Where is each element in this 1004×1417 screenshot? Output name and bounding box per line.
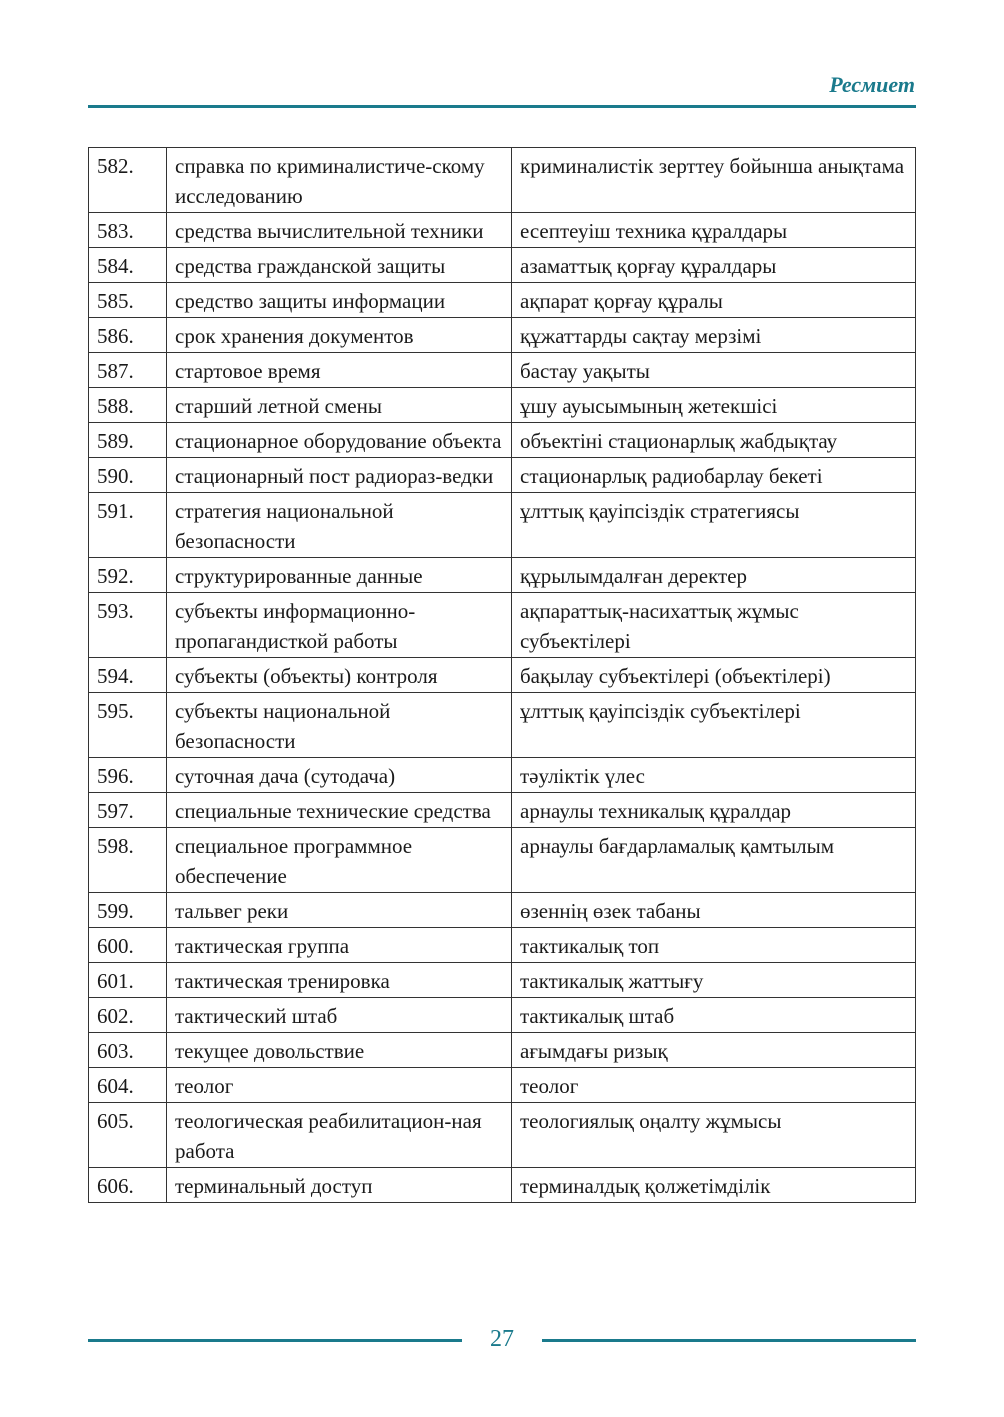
kazakh-term-cell: ұлттық қауіпсіздік субъектілері [512, 693, 916, 758]
kazakh-term-cell: стационарлық радиобарлау бекеті [512, 458, 916, 493]
row-number-cell: 593. [89, 593, 167, 658]
kazakh-term-cell: азаматтық қорғау құралдары [512, 248, 916, 283]
table-row [89, 283, 916, 318]
russian-term-cell: стационарный пост радиораз-ведки [167, 458, 512, 493]
footer-rule-left [88, 1339, 462, 1342]
glossary-table-body [89, 148, 916, 1203]
russian-term-cell: субъекты (объекты) контроля [167, 658, 512, 693]
russian-term-cell: средства гражданской защиты [167, 248, 512, 283]
table-row [89, 693, 916, 758]
kazakh-term-cell: тәуліктік үлес [512, 758, 916, 793]
kazakh-term-cell: ақпарат қорғау құралы [512, 283, 916, 318]
kazakh-term-cell: ұлттық қауіпсіздік стратегиясы [512, 493, 916, 558]
russian-term-cell: тактическая группа [167, 928, 512, 963]
table-row [89, 758, 916, 793]
table-row [89, 353, 916, 388]
russian-term-cell: тактический штаб [167, 998, 512, 1033]
row-number-cell: 600. [89, 928, 167, 963]
header-rule [88, 105, 916, 108]
kazakh-term-cell: терминалдық қолжетімділік [512, 1168, 916, 1203]
kazakh-term-cell: бастау уақыты [512, 353, 916, 388]
row-number-cell: 606. [89, 1168, 167, 1203]
russian-term-cell: средство защиты информации [167, 283, 512, 318]
table-row [89, 148, 916, 213]
row-number-cell: 602. [89, 998, 167, 1033]
row-number-cell: 595. [89, 693, 167, 758]
footer-rule-right [542, 1339, 916, 1342]
row-number-cell: 584. [89, 248, 167, 283]
table-row [89, 558, 916, 593]
table-row [89, 248, 916, 283]
table-row [89, 963, 916, 998]
row-number-cell: 582. [89, 148, 167, 213]
russian-term-cell: справка по криминалистиче-скому исследованию [167, 148, 512, 213]
table-row [89, 998, 916, 1033]
running-header: Ресмиет [829, 72, 915, 97]
table-row [89, 318, 916, 353]
table-row [89, 493, 916, 558]
row-number-cell: 605. [89, 1103, 167, 1168]
row-number-cell: 588. [89, 388, 167, 423]
kazakh-term-cell: арнаулы бағдарламалық қамтылым [512, 828, 916, 893]
table-row [89, 458, 916, 493]
table-row [89, 793, 916, 828]
row-number-cell: 583. [89, 213, 167, 248]
table-row [89, 658, 916, 693]
row-number-cell: 590. [89, 458, 167, 493]
russian-term-cell: теологическая реабилитацион-ная работа [167, 1103, 512, 1168]
kazakh-term-cell: объектіні стационарлық жабдықтау [512, 423, 916, 458]
table-row [89, 1103, 916, 1168]
russian-term-cell: старший летной смены [167, 388, 512, 423]
row-number-cell: 598. [89, 828, 167, 893]
kazakh-term-cell: бақылау субъектілері (объектілері) [512, 658, 916, 693]
kazakh-term-cell: ағымдағы ризық [512, 1033, 916, 1068]
row-number-cell: 585. [89, 283, 167, 318]
kazakh-term-cell: тактикалық штаб [512, 998, 916, 1033]
table-row [89, 1068, 916, 1103]
glossary-table [88, 147, 916, 1203]
kazakh-term-cell: ұшу ауысымының жетекшісі [512, 388, 916, 423]
russian-term-cell: субъекты информационно-пропагандисткой работы [167, 593, 512, 658]
russian-term-cell: средства вычислительной техники [167, 213, 512, 248]
row-number-cell: 601. [89, 963, 167, 998]
kazakh-term-cell: теолог [512, 1068, 916, 1103]
kazakh-term-cell: құжаттарды сақтау мерзімі [512, 318, 916, 353]
row-number-cell: 604. [89, 1068, 167, 1103]
table-row [89, 593, 916, 658]
kazakh-term-cell: криминалистік зерттеу бойынша анықтама [512, 148, 916, 213]
kazakh-term-cell: құрылымдалған деректер [512, 558, 916, 593]
table-row [89, 423, 916, 458]
row-number-cell: 597. [89, 793, 167, 828]
russian-term-cell: стартовое время [167, 353, 512, 388]
kazakh-term-cell: тактикалық жаттығу [512, 963, 916, 998]
row-number-cell: 587. [89, 353, 167, 388]
russian-term-cell: специальные технические средства [167, 793, 512, 828]
row-number-cell: 596. [89, 758, 167, 793]
russian-term-cell: терминальный доступ [167, 1168, 512, 1203]
table-row [89, 928, 916, 963]
russian-term-cell: теолог [167, 1068, 512, 1103]
russian-term-cell: суточная дача (сутодача) [167, 758, 512, 793]
row-number-cell: 603. [89, 1033, 167, 1068]
kazakh-term-cell: есептеуіш техника құралдары [512, 213, 916, 248]
row-number-cell: 586. [89, 318, 167, 353]
table-row [89, 1168, 916, 1203]
russian-term-cell: субъекты национальной безопасности [167, 693, 512, 758]
table-row [89, 1033, 916, 1068]
table-row [89, 213, 916, 248]
table-row [89, 388, 916, 423]
row-number-cell: 591. [89, 493, 167, 558]
russian-term-cell: тальвег реки [167, 893, 512, 928]
row-number-cell: 592. [89, 558, 167, 593]
russian-term-cell: структурированные данные [167, 558, 512, 593]
row-number-cell: 589. [89, 423, 167, 458]
page-number: 27 [490, 1326, 514, 1352]
kazakh-term-cell: өзеннің өзек табаны [512, 893, 916, 928]
row-number-cell: 594. [89, 658, 167, 693]
kazakh-term-cell: ақпараттық-насихаттық жұмыс субъектілері [512, 593, 916, 658]
table-row [89, 893, 916, 928]
russian-term-cell: срок хранения документов [167, 318, 512, 353]
russian-term-cell: стационарное оборудование объекта [167, 423, 512, 458]
row-number-cell: 599. [89, 893, 167, 928]
russian-term-cell: специальное программное обеспечение [167, 828, 512, 893]
kazakh-term-cell: арнаулы техникалық құралдар [512, 793, 916, 828]
table-row [89, 828, 916, 893]
russian-term-cell: стратегия национальной безопасности [167, 493, 512, 558]
russian-term-cell: текущее довольствие [167, 1033, 512, 1068]
kazakh-term-cell: теологиялық оңалту жұмысы [512, 1103, 916, 1168]
kazakh-term-cell: тактикалық топ [512, 928, 916, 963]
russian-term-cell: тактическая тренировка [167, 963, 512, 998]
